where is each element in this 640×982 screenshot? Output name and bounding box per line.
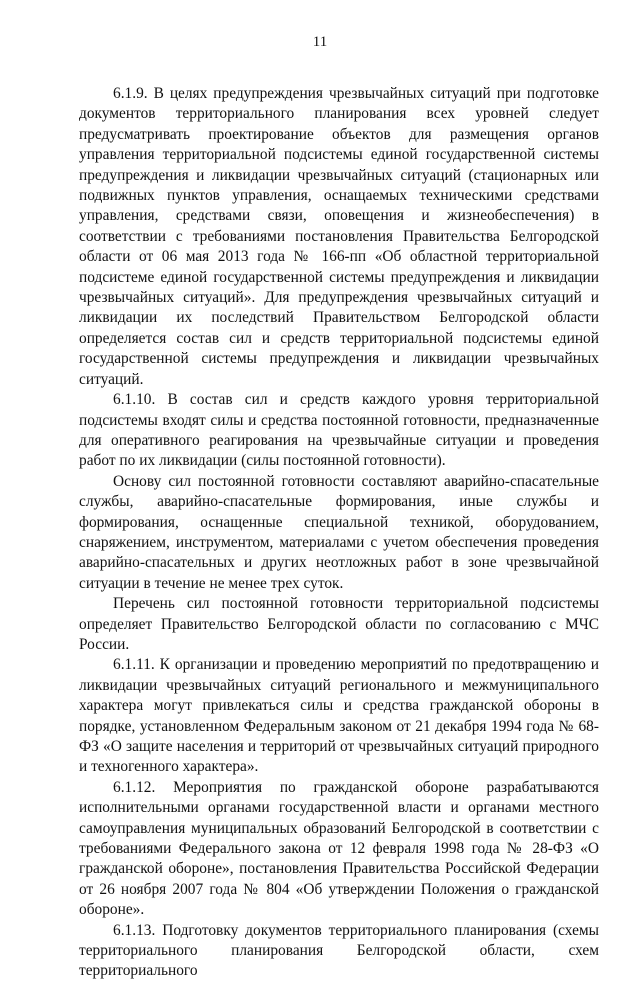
paragraph-forces-basis: Основу сил постоянной готовности составляют аварийно-спасательные службы, аварийно-спасательные формирования, иные службы и формирования, оснащенные специальной техникой, оборудованием, снаряжением, инструментом, материалами с учетом обеспечения проведения аварийно-спасательных и других неотложных работ в зоне чрезвычайной ситуации в течение не менее трех суток.: [79, 472, 599, 592]
paragraph-6-1-13: 6.1.13. Подготовку документов территориального планирования (схемы территориального планирования Белгородской области, схем территориального: [79, 921, 599, 980]
page-number: 11: [312, 34, 328, 50]
paragraph-6-1-9: 6.1.9. В целях предупреждения чрезвычайных ситуаций при подготовке документов территориального планирования всех уровней следует предусматривать проектирование объектов для размещения органов управления территориальной подсистемы единой государственной системы предупреждения и ликвидации чрезвычайных ситуаций (стационарных или подвижных пунктов управления, оснащаемых техническими средствами управления, средствами связи, оповещения и жизнеобеспечения) в соответствии с требованиями постановления Правительства Белгородской области от 06 мая 2013 года № 166-пп «Об областной территориальной подсистеме единой государственной системы предупреждения и ликвидации чрезвычайных ситуаций». Для предупреждения чрезвычайных ситуаций и ликвидации их последствий Правительством Белгородской области определяется состав сил и средств территориальной подсистемы единой государственной системы предупреждения и ликвидации чрезвычайных ситуаций.: [79, 85, 599, 388]
paragraph-6-1-11: 6.1.11. К организации и проведению мероприятий по предотвращению и ликвидации чрезвычайных ситуаций регионального и межмуниципального характера могут привлекаться силы и средства гражданской обороны в порядке, установленном Федеральным законом от 21 декабря 1994 года № 68-ФЗ «О защите населения и территорий от чрезвычайных ситуаций природного и техногенного характера».: [79, 656, 599, 776]
paragraph-forces-list: Перечень сил постоянной готовности территориальной подсистемы определяет Правительство Белгородской области по согласованию с МЧС России.: [79, 595, 599, 653]
document-body: [79, 84, 599, 982]
paragraph-6-1-10: 6.1.10. В состав сил и средств каждого уровня территориальной подсистемы входят силы и средства постоянной готовности, предназначенные для оперативного реагирования на чрезвычайные ситуации и проведения работ по их ликвидации (силы постоянной готовности).: [79, 391, 599, 470]
paragraph-6-1-12: 6.1.12. Мероприятия по гражданской обороне разрабатываются исполнительными органами государственной власти и органами местного самоуправления муниципальных образований Белгородской в соответствии с требованиями Федерального закона от 12 февраля 1998 года № 28-ФЗ «О гражданской обороне», постановления Правительства Российской Федерации от 26 ноября 2007 года № 804 «Об утверждении Положения о гражданской обороне».: [79, 778, 599, 919]
